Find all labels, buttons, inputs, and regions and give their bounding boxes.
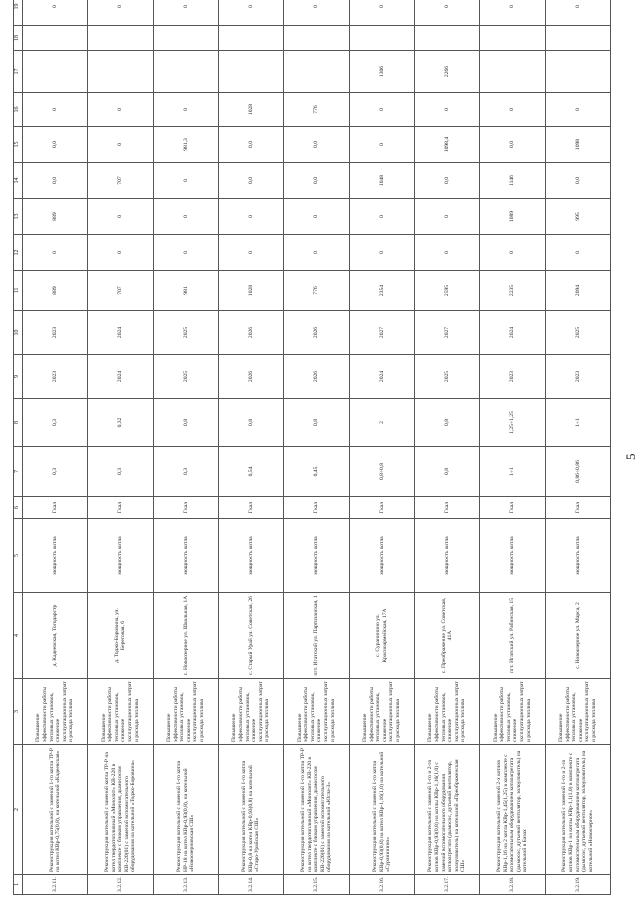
table-cell: 0 [218, 235, 283, 271]
table-body [23, 0, 611, 895]
table-cell: 0 [480, 93, 545, 127]
table-cell: Реконструкция котельной с заменой 1-го и 2-го котлов КВр-0,93(0,8) на котлы КВр-1,16(1,0) с заменой вспомогательного оборудования котлоагрегата (дымосос, дутьевой вентилятор, золоуловитель) на котельной «Преображенская СШ» [414, 745, 479, 875]
column-number-row [14, 0, 23, 895]
table-cell: Гкал [284, 497, 349, 519]
column-number: 4 [14, 593, 23, 679]
table-cell: 0 [23, 0, 88, 26]
table-cell: Гкал [88, 497, 153, 519]
table-cell: 0,8 [414, 399, 479, 447]
table-cell: 2354 [349, 271, 414, 311]
table-cell: 2024 [480, 311, 545, 355]
table-cell: мощность котла [153, 519, 218, 593]
table-cell: 889 [23, 271, 88, 311]
table-cell: 0 [284, 235, 349, 271]
table-row [88, 0, 153, 895]
table-cell: Гкал [480, 497, 545, 519]
table-cell: 0 [545, 235, 610, 271]
table-cell: 2023 [545, 355, 610, 399]
table-row [349, 0, 414, 895]
table-cell: 0 [349, 235, 414, 271]
table-cell: 3.2.13. [153, 875, 218, 895]
table-cell: с. Новоозерное ул. Школьная, 1А [153, 593, 218, 679]
table-cell: 0,0 [545, 163, 610, 199]
page-number: 5 [623, 453, 638, 460]
table-cell [218, 26, 283, 51]
table-cell: 0 [414, 235, 479, 271]
table-cell: 0,0 [284, 163, 349, 199]
table-cell: 3.2.17. [414, 875, 479, 895]
table-cell: 0,45 [284, 447, 349, 497]
table-cell: 1089 [480, 199, 545, 235]
table-cell: 0 [88, 235, 153, 271]
table-cell: 2027 [349, 311, 414, 355]
table-row [480, 0, 545, 895]
table-cell: с. Преображение ул. Советская, 41А [414, 593, 479, 679]
table-cell: 2026 [218, 355, 283, 399]
column-number: 10 [14, 311, 23, 355]
table-cell: 2026 [284, 355, 349, 399]
table-cell: 0,0 [414, 163, 479, 199]
table-cell [284, 51, 349, 93]
table-cell: 0 [88, 127, 153, 163]
table-row [153, 0, 218, 895]
table-cell [545, 51, 610, 93]
table-cell: 0 [349, 127, 414, 163]
table-row [218, 0, 283, 895]
table-cell: Повышение эффективности работы тепловых установок, снижение эксплуатационных затрат и расхода топлива [218, 679, 283, 745]
table-cell: 981,3 [153, 127, 218, 163]
table-cell: 2094 [545, 271, 610, 311]
table-cell: 0,0 [480, 127, 545, 163]
table-cell: 2024 [88, 311, 153, 355]
table-cell: 0 [414, 93, 479, 127]
table-cell [480, 26, 545, 51]
table-cell [153, 26, 218, 51]
column-number: 18 [14, 26, 23, 51]
column-number: 8 [14, 399, 23, 447]
table-cell: 995 [545, 199, 610, 235]
table-cell: 0 [480, 0, 545, 26]
table-cell: 3.2.16. [349, 875, 414, 895]
table-cell: мощность котла [88, 519, 153, 593]
table-cell: 2026 [218, 311, 283, 355]
table-cell [153, 51, 218, 93]
table-cell: 0 [88, 199, 153, 235]
table-row [414, 0, 479, 895]
table-cell: мощность котла [23, 519, 88, 593]
table-cell: 2023 [23, 311, 88, 355]
table-cell: 0,3 [23, 399, 88, 447]
table-cell [480, 51, 545, 93]
table-cell: 2 [349, 399, 414, 447]
table-cell: 0 [414, 0, 479, 26]
table-cell: 2595 [414, 271, 479, 311]
table-cell: Реконструкция котельной с заменой 1-го и 2-го котлов КВр-1 на котлы КВр-1,1(1,0) в комплекте с вспомогательным оборудованием котлоагрегата (дымосос, дутьевой вентилятор, золоуловитель) на котельной «Новоозерное» [545, 745, 610, 875]
table-cell: пгт. Игатский ул. Рабинская, 15 [480, 593, 545, 679]
table-cell: 0 [153, 235, 218, 271]
table-cell: д. Кадеевская, Тогодарстр [23, 593, 88, 679]
table-cell: 0,3 [23, 447, 88, 497]
table-cell: 0 [349, 93, 414, 127]
table-cell: мощность котла [414, 519, 479, 593]
table-cell: Реконструкция котельной с заменой 2-х котлов КВр-1,16 на 2 котла КВр-1,45(1,25) в комплекте с вспомогательным оборудованием котлоагрегата (дымосос, дутьевой вентилятор, золоуловитель) на котельной в Базах [480, 745, 545, 875]
table-cell: 0 [414, 199, 479, 235]
column-number: 3 [14, 679, 23, 745]
table-cell: Реконструкция котельной с заменой 1-го котла КВр-0,93(0,8) на котел КВр-1,16(1,0) на котельной «Суранинино» [349, 745, 414, 875]
table-cell: 2027 [414, 311, 479, 355]
table-cell: 0,0 [284, 127, 349, 163]
table-cell: 2026 [284, 311, 349, 355]
column-number: 7 [14, 447, 23, 497]
column-number: 16 [14, 93, 23, 127]
table-cell: 1098 [545, 127, 610, 163]
table-cell: д. Тоджо-Боровина, ул. Береговая, 6 [88, 593, 153, 679]
table-cell: 707 [88, 163, 153, 199]
table-cell [284, 26, 349, 51]
column-number: 6 [14, 497, 23, 519]
table-cell: 0 [153, 163, 218, 199]
table-cell: 0 [218, 0, 283, 26]
table-cell: 1098,4 [414, 127, 479, 163]
table-cell: 707 [88, 271, 153, 311]
table-cell: 1146 [480, 163, 545, 199]
table-cell: 0,8÷0,8 [349, 447, 414, 497]
table-cell: 2023 [480, 355, 545, 399]
table-cell: 0,8 [218, 399, 283, 447]
table-cell: Повышение эффективности работы тепловых установок, снижение эксплуатационных затрат и расхода топлива [414, 679, 479, 745]
table-cell [349, 26, 414, 51]
table-cell: Гкал [23, 497, 88, 519]
table-cell: 981 [153, 271, 218, 311]
table-cell: 0 [153, 93, 218, 127]
table-cell [218, 51, 283, 93]
column-number: 9 [14, 355, 23, 399]
table-cell: 889 [23, 199, 88, 235]
table-cell: 0 [153, 0, 218, 26]
table-cell: 0 [218, 199, 283, 235]
table-cell: 0,8 [153, 399, 218, 447]
table-cell: 1048 [349, 163, 414, 199]
data-table [13, 0, 611, 895]
table-cell: Повышение эффективности работы тепловых установок, снижение эксплуатационных затрат и расхода топлива [23, 679, 88, 745]
table-cell: Реконструкция котельной с заменой 1-го котла ТР-Р на котел КВр-0,75(0,8), на котельной «Кадеевская» [23, 745, 88, 875]
table-cell: 0,0 [23, 163, 88, 199]
table-cell: 2023 [23, 355, 88, 399]
table-cell: 2024 [349, 355, 414, 399]
table-cell: 0 [88, 93, 153, 127]
table-cell [88, 51, 153, 93]
table-cell: с. Старый Урай ул. Советская, 26 [218, 593, 283, 679]
table-cell: Повышение эффективности работы тепловых установок, снижение эксплуатационных затрат и расхода топлива [349, 679, 414, 745]
table-cell: Повышение эффективности работы тепловых установок, снижение эксплуатационных затрат и расхода топлива [284, 679, 349, 745]
table-cell: 0 [480, 235, 545, 271]
table-cell: 0 [284, 0, 349, 26]
table-cell: Повышение эффективности работы тепловых установок, снижение эксплуатационных затрат и расхода топлива [545, 679, 610, 745]
table-row [23, 0, 88, 895]
table-cell: Повышение эффективности работы тепловых установок, снижение эксплуатационных затрат и расхода топлива [153, 679, 218, 745]
column-number: 12 [14, 235, 23, 271]
table-cell: с. Суранинино ул. Красноармейская, 17А [349, 593, 414, 679]
table-cell: 2235 [480, 271, 545, 311]
table-cell: мощность котла [218, 519, 283, 593]
table-row [284, 0, 349, 895]
table-cell: 0 [349, 199, 414, 235]
table-cell: 0,32 [88, 399, 153, 447]
table-cell: 2025 [414, 355, 479, 399]
table-cell: 3.2.15. [284, 875, 349, 895]
table-cell: 1306 [349, 51, 414, 93]
table-cell: 3.2.12. [88, 875, 153, 895]
table-cell: 2266 [414, 51, 479, 93]
table-cell: Гкал [218, 497, 283, 519]
table-cell: 0 [23, 93, 88, 127]
table-cell: мощность котла [349, 519, 414, 593]
table-cell: мощность котла [480, 519, 545, 593]
table-cell: с. Новоозерное ул. Марса, 2 [545, 593, 610, 679]
table-cell: пгт. Игатский ул. Партизанская, 1 [284, 593, 349, 679]
column-number: 2 [14, 745, 23, 875]
table-cell: 0 [284, 199, 349, 235]
table-cell: 3.2.18. [480, 875, 545, 895]
table-cell: 1028 [218, 271, 283, 311]
column-number: 15 [14, 127, 23, 163]
table-cell: 0,54 [218, 447, 283, 497]
table-cell: 2025 [153, 311, 218, 355]
table-cell: 2025 [545, 311, 610, 355]
table-cell: Реконструкция котельной с заменой 1-го котла НР-18 на котел КВр-0,93(0,8), на котельной «Новоозерновская СШ» [153, 745, 218, 875]
table-cell: 3.2.19. [545, 875, 610, 895]
table-cell [545, 26, 610, 51]
column-number: 5 [14, 519, 23, 593]
table-cell [23, 51, 88, 93]
column-number: 19 [14, 0, 23, 26]
table-cell: 0,3 [153, 447, 218, 497]
table-cell: 0 [545, 93, 610, 127]
table-cell: Реконструкция котельной с заменой 1-го котла КВр-0,8 на котел КВр-0,93(0,8) на котельной «Старо-Урайская СШ» [218, 745, 283, 875]
table-cell [88, 26, 153, 51]
table-cell [414, 26, 479, 51]
table-cell: 2024 [88, 355, 153, 399]
table-cell: Повышение эффективности работы тепловых установок, снижение эксплуатационных затрат и расхода топлива [88, 679, 153, 745]
table-cell: 0,86÷0,86 [545, 447, 610, 497]
table-cell: 1028 [218, 93, 283, 127]
table-cell: 0 [88, 0, 153, 26]
table-cell: 3.2.11. [23, 875, 88, 895]
table-cell: Гкал [349, 497, 414, 519]
table-cell: 1÷1 [545, 399, 610, 447]
table-cell: 0 [23, 235, 88, 271]
column-number: 13 [14, 199, 23, 235]
table-cell: 0,8 [414, 447, 479, 497]
table-cell: 0,0 [218, 163, 283, 199]
table-cell: 0,0 [218, 127, 283, 163]
table-cell: Гкал [545, 497, 610, 519]
table-cell: 3.2.14. [218, 875, 283, 895]
table-cell [23, 26, 88, 51]
table-cell: 2025 [153, 355, 218, 399]
table-cell: Повышение эффективности работы тепловых установок, снижение эксплуатационных затрат и расхода топлива [480, 679, 545, 745]
table-cell: Гкал [414, 497, 479, 519]
table-cell: 776 [284, 93, 349, 127]
table-cell: 1÷1 [480, 447, 545, 497]
table-cell: 1,25÷1,25 [480, 399, 545, 447]
table-cell: мощность котла [545, 519, 610, 593]
table-cell: Реконструкция котельной с заменой 1-го котла ТР-Р на котел твердотопливный «Монолит» КВ-220 в комплекте с блоком управления, дымососом КВ-220(01) с заменой вспомогательного оборудования на котельной «Югла-3» [284, 745, 349, 875]
table-cell: мощность котла [284, 519, 349, 593]
table-cell: 0,3 [88, 447, 153, 497]
column-number: 14 [14, 163, 23, 199]
table-cell: 0,0 [23, 127, 88, 163]
table-cell: 776 [284, 271, 349, 311]
table-cell: 0 [545, 0, 610, 26]
table-cell: 0,8 [284, 399, 349, 447]
table-cell: Реконструкция котельной с заменой котла ТР-Р на котел твердотопливный «Монолит» КВ-220 в комплексе с блоком управления, дымососом КВ-220(01) с заменой вспомогательного оборудования на котельной «Тоджо-Боровина» [88, 745, 153, 875]
table-row [545, 0, 610, 895]
column-number: 17 [14, 51, 23, 93]
column-number: 1 [14, 875, 23, 895]
table-cell: 0 [153, 199, 218, 235]
column-number: 11 [14, 271, 23, 311]
table-cell: Гкал [153, 497, 218, 519]
table-cell: 0 [349, 0, 414, 26]
